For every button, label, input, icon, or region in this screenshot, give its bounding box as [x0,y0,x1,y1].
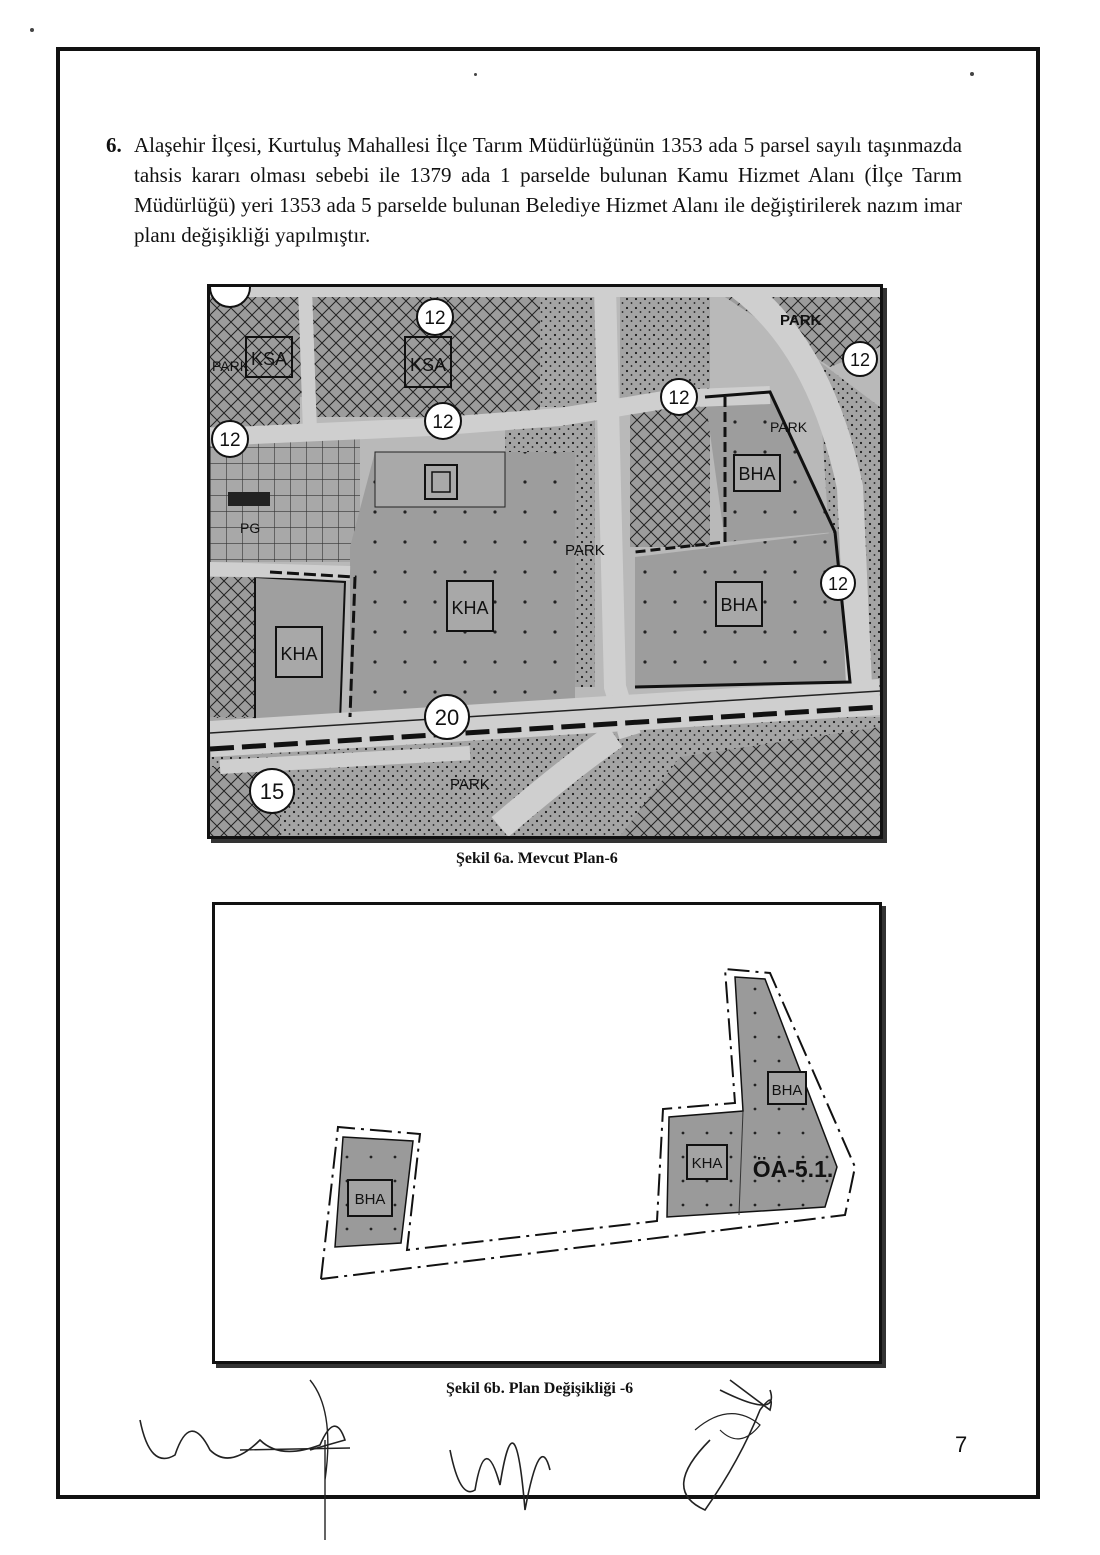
road-label-15: 15 [259,779,285,804]
signature-1 [140,1420,345,1458]
plan-change-map [215,905,879,1361]
label-park: PARK [770,419,808,435]
label-kha: KHA [280,644,318,664]
figure-6b-plan-change [212,902,882,1364]
road-label-20: 20 [434,705,460,730]
label-pg: PG [240,520,261,536]
label-park: PARK [450,776,490,793]
label-kha: KHA [451,598,489,618]
label-park: PARK [212,358,250,374]
road-label-12: 12 [668,388,690,409]
label-bha: BHA [738,464,776,484]
road-label-12: 12 [219,430,241,451]
label-bha: BHA [720,595,758,615]
figure-6a-caption: Şekil 6a. Mevcut Plan-6 [456,850,618,867]
label-park: PARK [780,312,822,329]
scan-speck [474,73,477,76]
paragraph-6 [106,130,962,250]
label-kha: KHA [691,1155,723,1172]
label-bha: BHA [354,1191,386,1208]
figure-6b-caption: Şekil 6b. Plan Değişikliği -6 [446,1380,634,1397]
label-park: PARK [565,542,605,559]
existing-plan-map [210,287,880,836]
paragraph-number: 6. [106,133,122,157]
scan-speck [970,72,974,76]
label-ksa: KSA [409,355,447,375]
road-label-12: 12 [432,412,454,433]
figure-6a-existing-plan [207,284,883,839]
signatures [120,1370,820,1540]
label-bha: BHA [771,1082,803,1099]
label-ksa: KSA [250,349,288,369]
road-label-12: 12 [424,308,446,329]
road-label-12: 12 [849,350,871,370]
signature-3 [684,1380,772,1510]
road-label-12: 12 [827,574,849,594]
page-number: 7 [955,1432,968,1457]
scan-speck [30,28,34,32]
label-oa: ÖA-5.1. [752,1156,834,1182]
signature-2 [450,1443,550,1510]
paragraph-text: Alaşehir İlçesi, Kurtuluş Mahallesi İlçe Tarım Müdürlüğünün 1353 ada 5 parsel sayılı taşınmazda tahsis kararı olması sebebi ile 1379 ada 1 parselde bulunan Kamu Hizmet Alanı (İlçe Tarım Müdürlüğü) yeri 1353 ada 5 parselde bulunan Belediye Hizmet Alanı ile değiştirilerek nazım imar planı değişikliği yapılmıştır. [134,133,962,247]
